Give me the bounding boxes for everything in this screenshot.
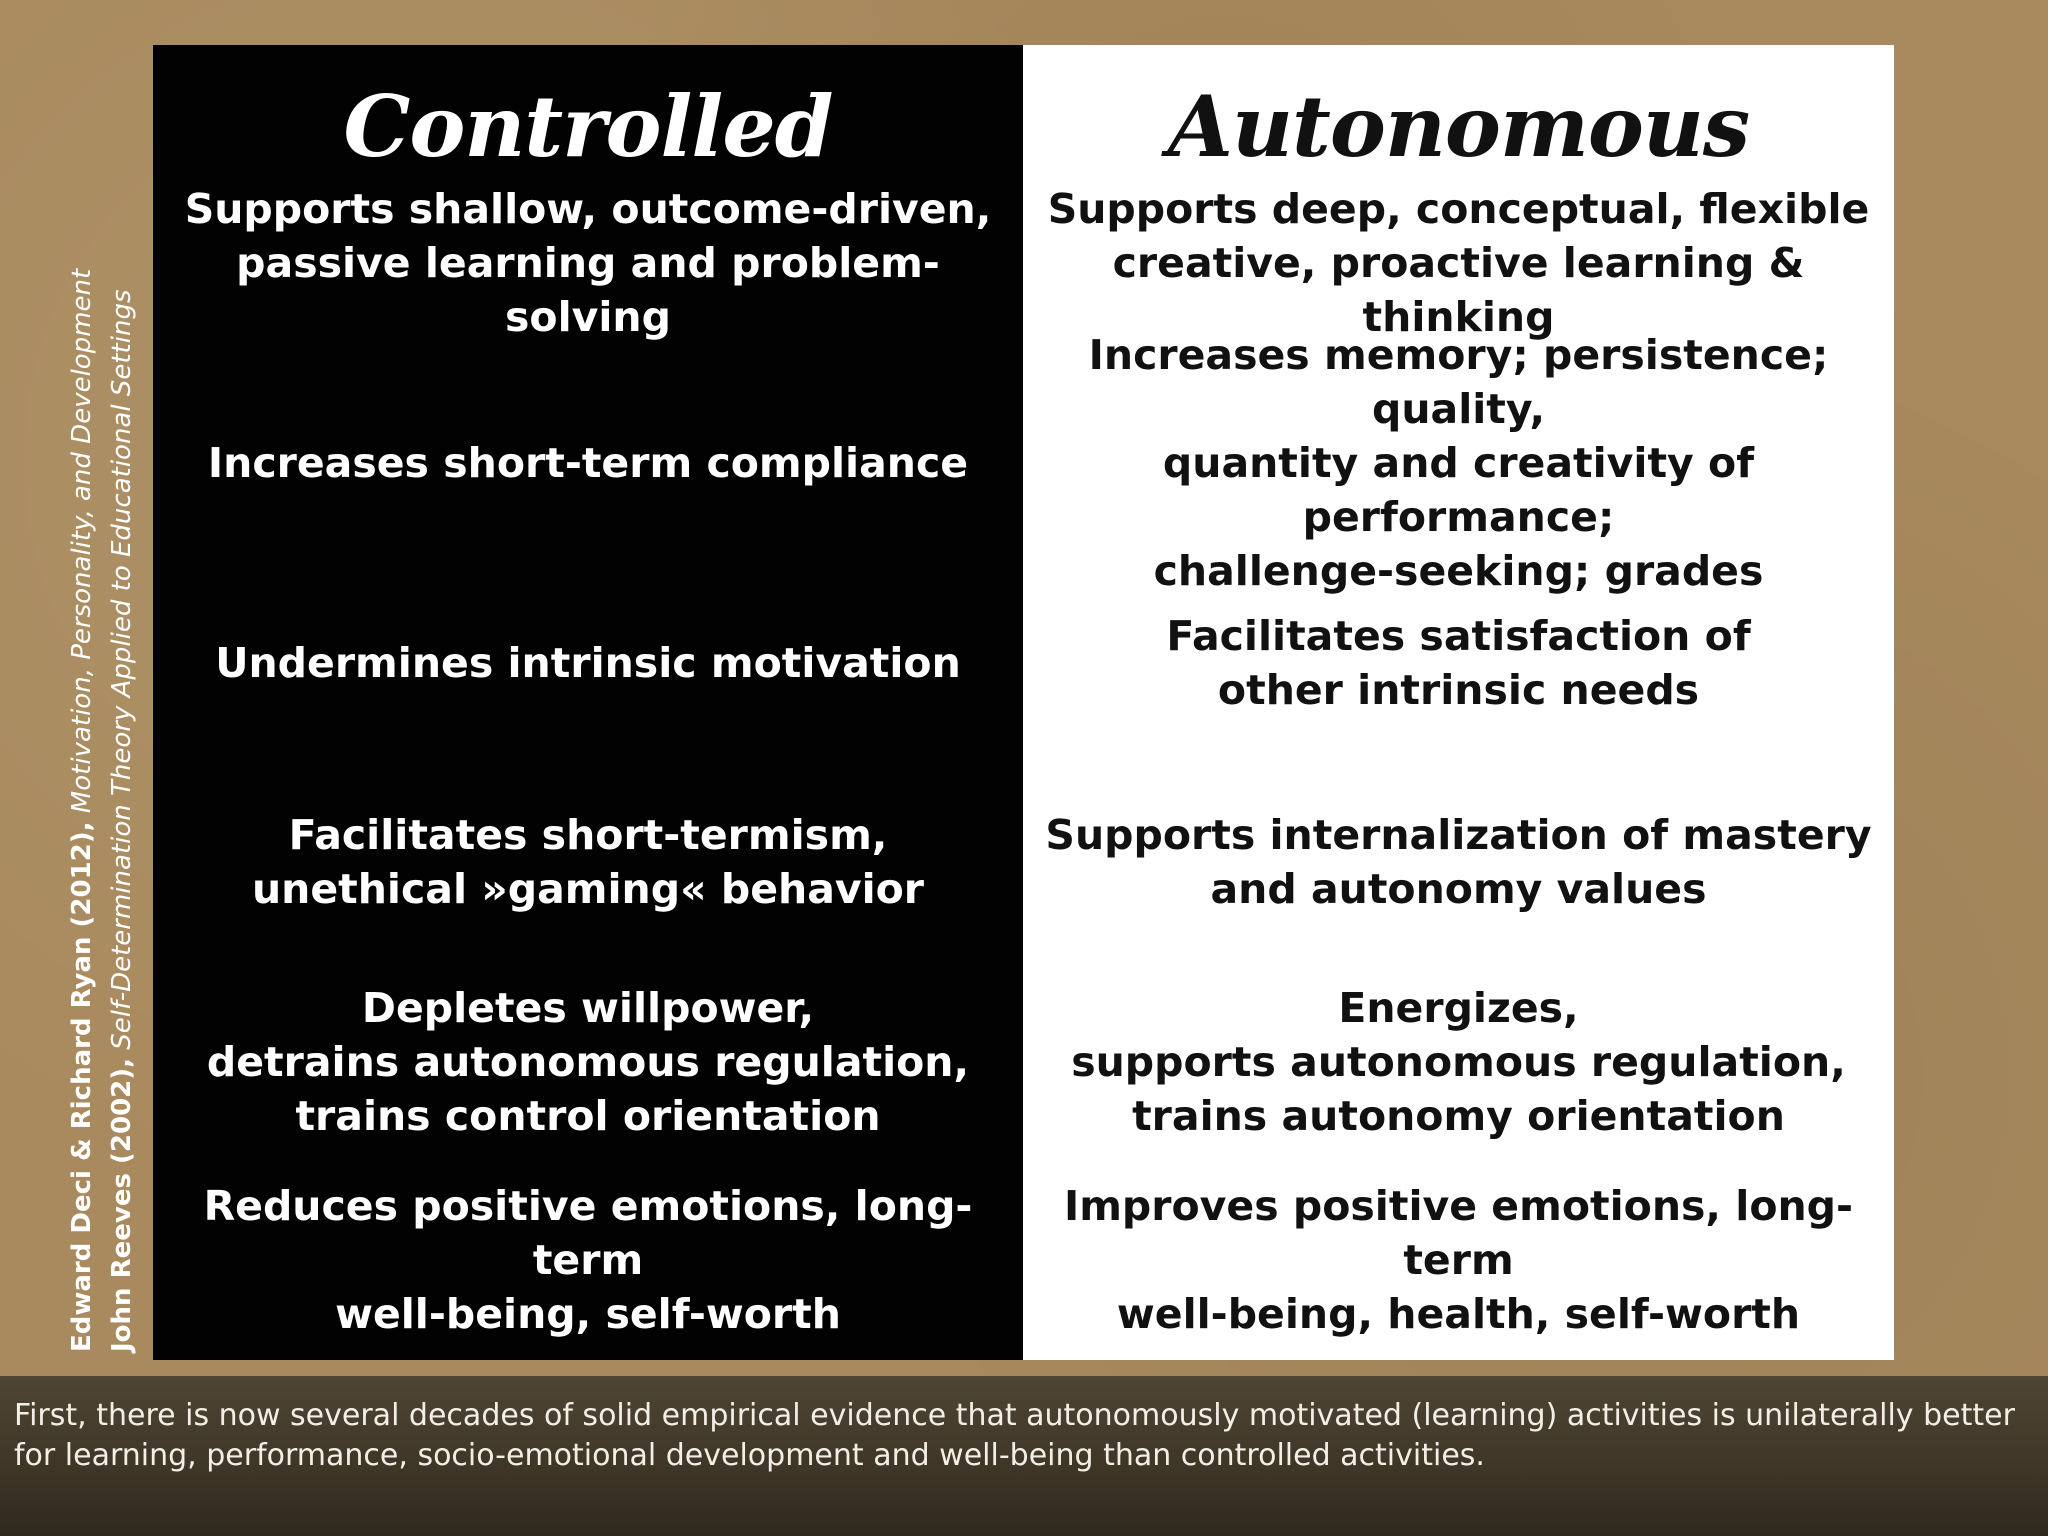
controlled-item: Reduces positive emotions, long-term well-being, self-worth bbox=[203, 1182, 973, 1338]
controlled-item: Facilitates short-termism, unethical »gaming« behavior bbox=[251, 811, 925, 913]
controlled-item: Increases short-term compliance bbox=[207, 439, 969, 487]
controlled-item: Depletes willpower, detrains autonomous regulation, trains control orientation bbox=[206, 984, 970, 1140]
controlled-item: Supports shallow, outcome-driven, passive learning and problem-solving bbox=[184, 185, 992, 341]
caption-text: First, there is now several decades of solid empirical evidence that autonomously motivated (learning) activities is unilaterally better for learning, performance, socio-emotional development and well-being than controlled activities. bbox=[14, 1398, 2015, 1473]
controlled-item: Undermines intrinsic motivation bbox=[215, 639, 961, 687]
source-line bbox=[62, 268, 102, 1352]
autonomous-panel bbox=[1023, 45, 1894, 1360]
autonomous-item: Facilitates satisfaction of other intrinsic needs bbox=[1166, 612, 1751, 714]
autonomous-item: Supports deep, conceptual, flexible creative, proactive learning & thinking bbox=[1047, 185, 1870, 341]
sources-citation bbox=[62, 268, 142, 1352]
source-title: Motivation, Personality, and Development bbox=[67, 268, 97, 814]
source-authors: John Reeves (2002), bbox=[107, 1057, 137, 1352]
controlled-panel bbox=[153, 45, 1023, 1360]
source-line bbox=[102, 272, 142, 1352]
source-authors: Edward Deci & Richard Ryan (2012), bbox=[67, 821, 97, 1352]
autonomous-item: Increases memory; persistence; quality, quantity and creativity of performance; challenge-seeking; grades bbox=[1088, 331, 1829, 595]
autonomous-item: Improves positive emotions, long-term well-being, health, self-worth bbox=[1063, 1182, 1854, 1338]
autonomous-title: Autonomous bbox=[1167, 77, 1750, 176]
caption-bar bbox=[0, 1376, 2048, 1536]
autonomous-item: Supports internalization of mastery and autonomy values bbox=[1045, 811, 1872, 913]
controlled-title: Controlled bbox=[343, 77, 833, 176]
autonomous-item: Energizes, supports autonomous regulation, trains autonomy orientation bbox=[1071, 984, 1846, 1140]
source-title: Self-Determination Theory Applied to Educational Settings bbox=[107, 289, 137, 1050]
